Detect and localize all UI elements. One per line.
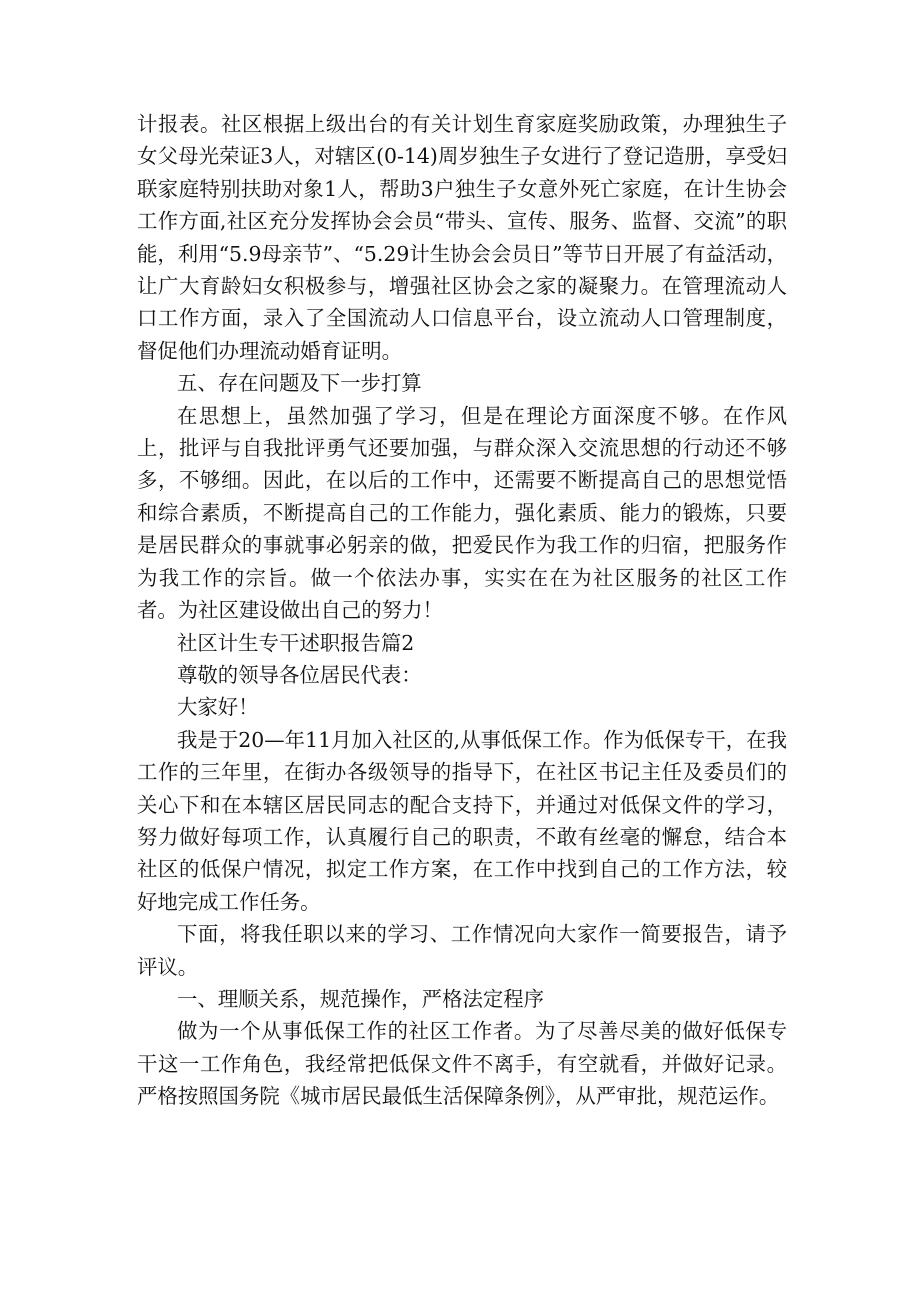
section-heading-relations-procedures: 一、理顺关系，规范操作，严格法定程序 xyxy=(177,986,545,1011)
paragraph-family-planning-work: 计报表。社区根据上级出台的有关计划生育家庭奖励政策，办理独生子女父母光荣证3人，对辖区(0-14)周岁独生子女进行了登记造册，享受妇联家庭特别扶助对象1人，帮助3户独生子女意外死亡家庭，在计生协会工作方面,社区充分发挥协会会员“带头、宣传、服务、监督、交流”的职能，利用“5.9母亲节”、“5.29计生协会会员日”等节日开展了有益活动，让广大育龄妇女积极参与，增强社区协会之家的凝聚力。在管理流动人口工作方面，录入了全国流动人口信息平台，设立流动人口管理制度，督促他们办理流动婚育证明。 xyxy=(137,112,787,363)
paragraph-thinking-style: 在思想上，虽然加强了学习，但是在理论方面深度不够。在作风上，批评与自我批评勇气还要加强，与群众深入交流思想的行动还不够多，不够细。因此，在以后的工作中，还需要不断提高自己的思想觉悟和综合素质，不断提高自己的工作能力，强化素质、能力的锻炼，只要是居民群众的事就事必躬亲的做，把爱民作为我工作的归宿，把服务作为我工作的宗旨。做一个依法办事，实实在在为社区服务的社区工作者。为社区建设做出自己的努力！ xyxy=(137,403,787,623)
paragraph-report-intro: 下面，将我任职以来的学习、工作情况向大家作一简要报告，请予评议。 xyxy=(137,922,787,979)
paragraph-low-income-work: 做为一个从事低保工作的社区工作者。为了尽善尽美的做好低保专干这一工作角色，我经常把低保文件不离手，有空就看，并做好记录。严格按照国务院《城市居民最低生活保障条例》，从严审批，规范运作。 xyxy=(137,1019,787,1109)
greeting: 大家好！ xyxy=(177,695,259,720)
document-body xyxy=(137,108,787,1113)
report-title-part-2: 社区计生专干述职报告篇2 xyxy=(177,630,415,655)
salutation: 尊敬的领导各位居民代表： xyxy=(177,662,422,687)
paragraph-introduction: 我是于20—年11月加入社区的,从事低保工作。作为低保专干，在我工作的三年里，在街办各级领导的指导下，在社区书记主任及委员们的关心下和在本辖区居民同志的配合支持下，并通过对低保文件的学习，努力做好每项工作，认真履行自己的职责，不敢有丝毫的懈怠，结合本社区的低保户情况，拟定工作方案，在工作中找到自己的工作方法，较好地完成工作任务。 xyxy=(137,727,787,914)
section-heading-problems-plans: 五、存在问题及下一步打算 xyxy=(177,371,422,396)
